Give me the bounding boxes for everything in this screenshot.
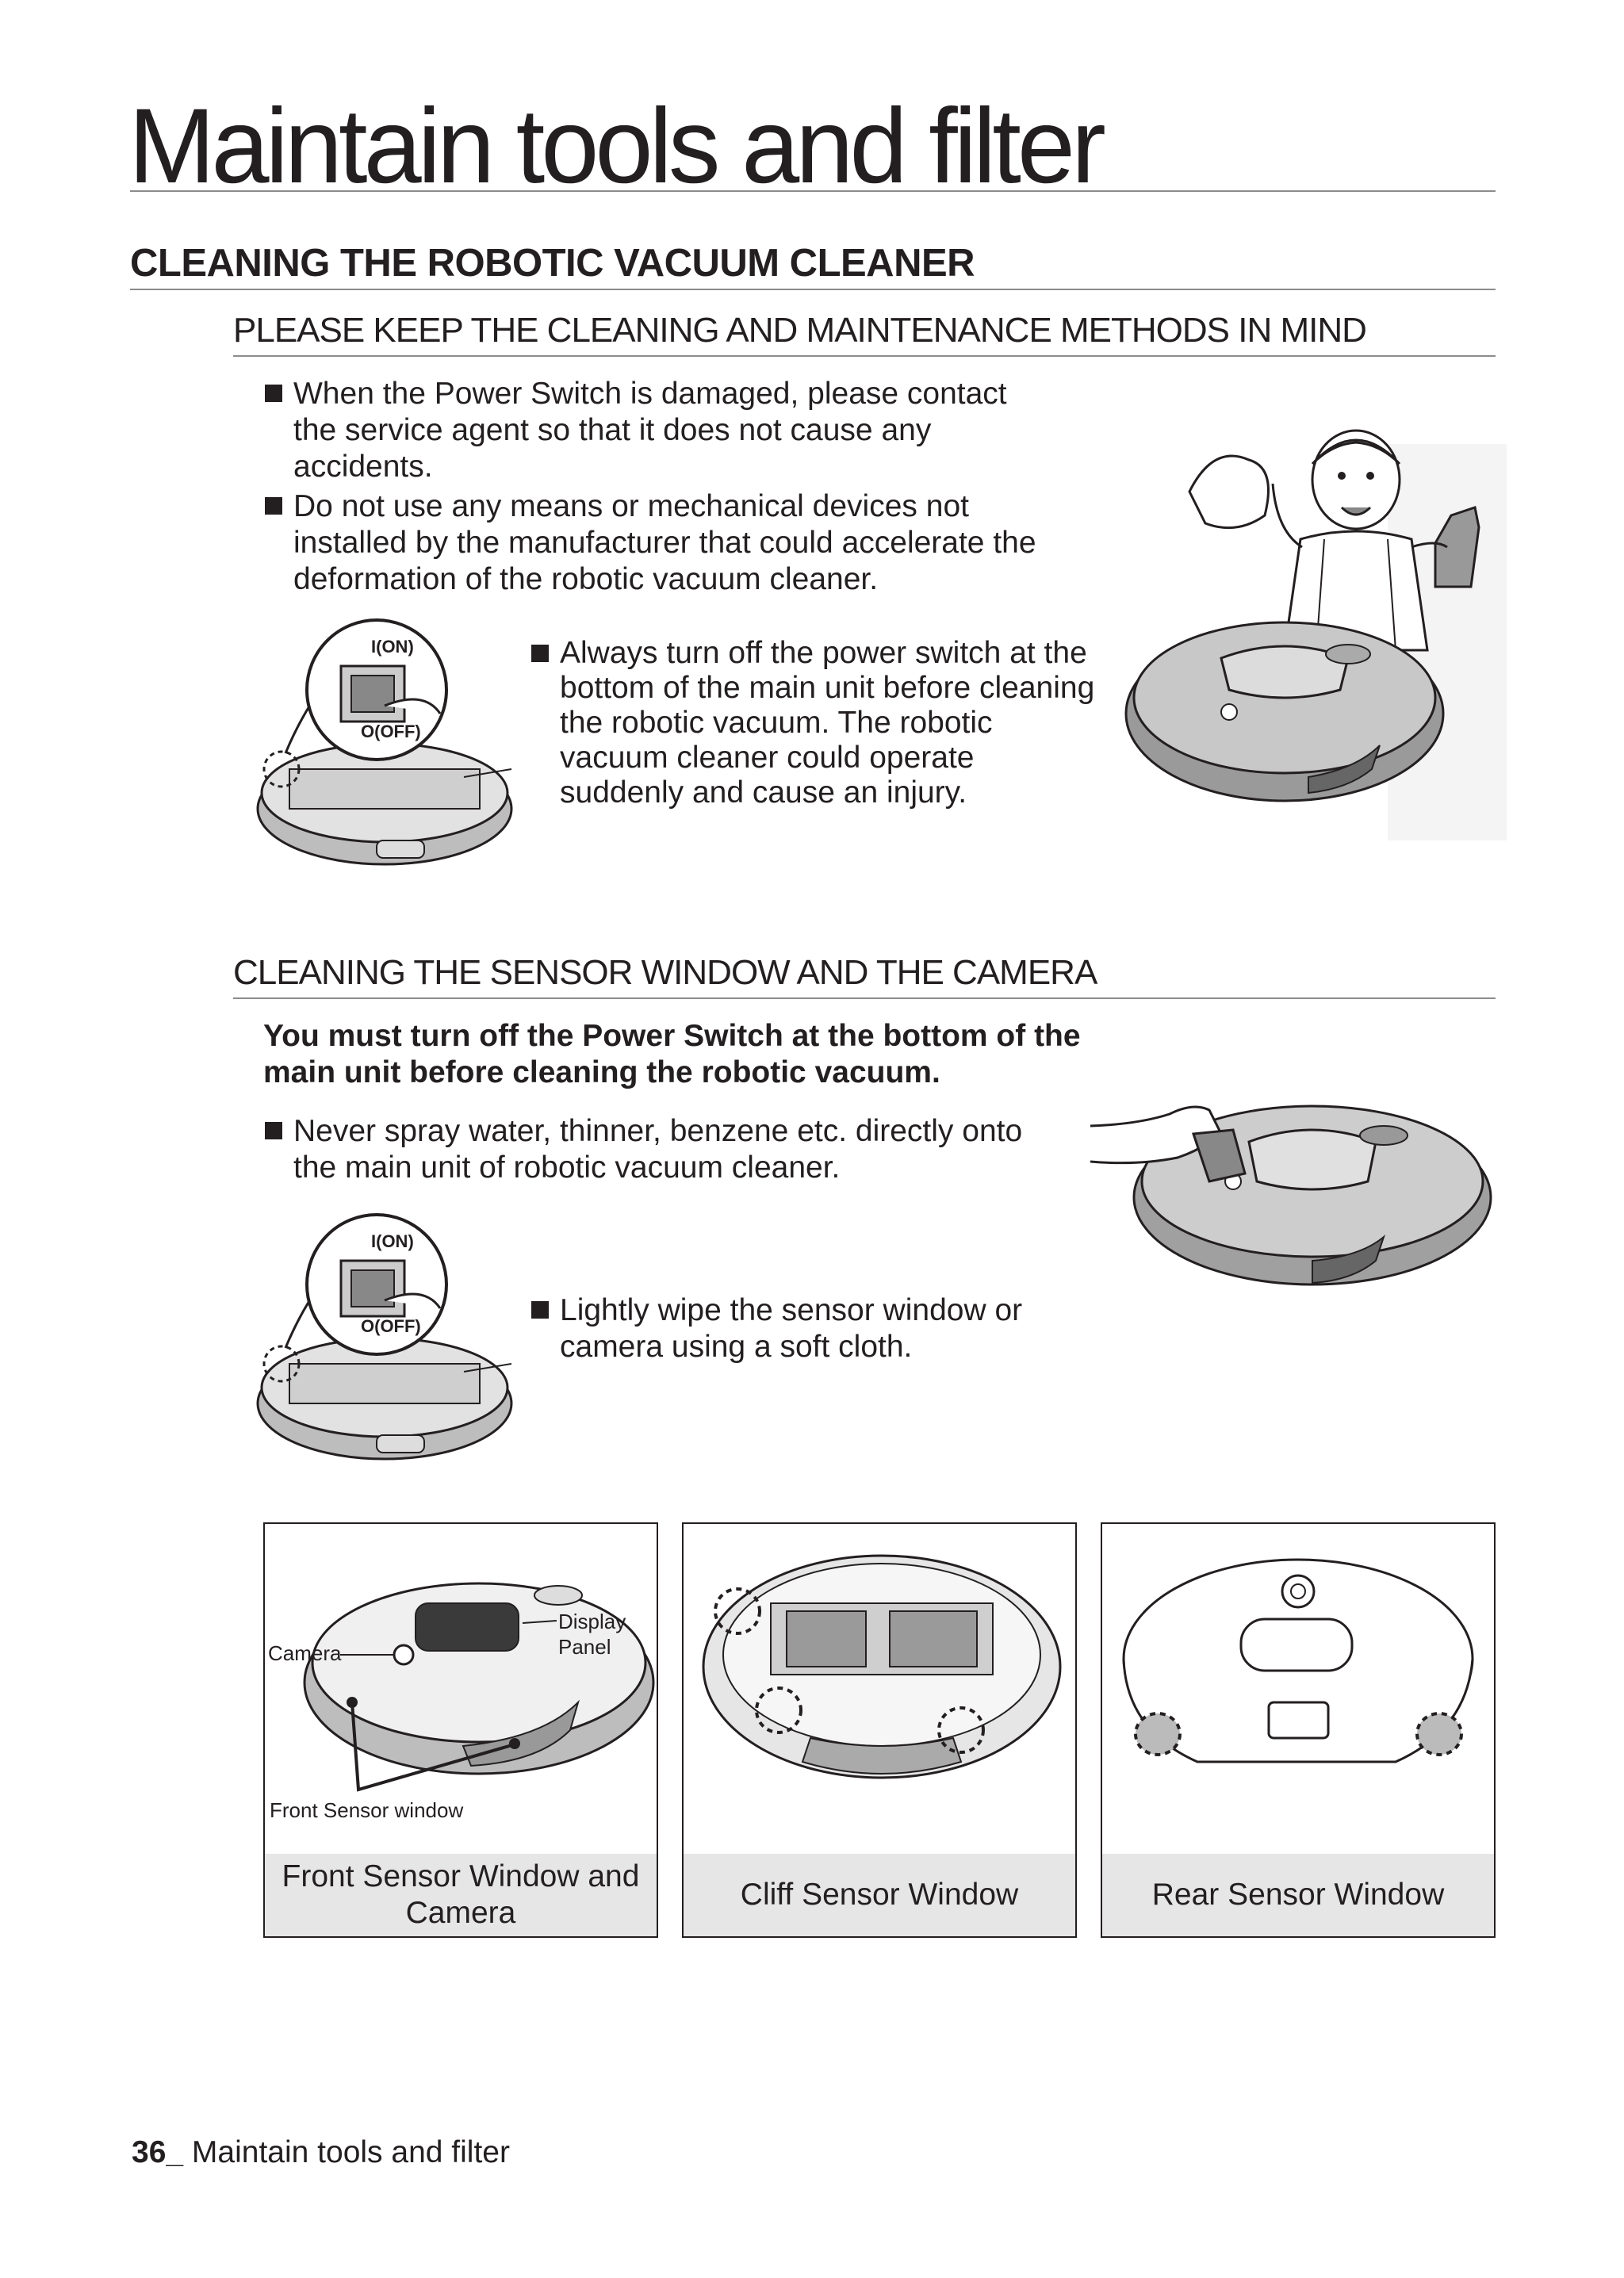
display-panel-label: Panel	[558, 1635, 611, 1659]
cliff-sensor-illustration	[684, 1524, 1075, 1857]
page-title: Maintain tools and filter	[128, 87, 1102, 205]
figure-caption: Cliff Sensor Window	[684, 1854, 1075, 1936]
bullet-square-icon	[531, 1301, 549, 1319]
bullet-square-icon	[265, 1122, 282, 1139]
switch-off-label: O(OFF)	[361, 722, 421, 741]
switch-on-label: I(ON)	[371, 1231, 414, 1251]
figure-front-sensor	[263, 1522, 658, 1938]
section-rule	[130, 289, 1496, 290]
power-switch-illustration-1	[242, 618, 527, 880]
camera-label: Camera	[268, 1641, 342, 1665]
page-number: 36_	[132, 2135, 184, 2169]
subheading-rule-1	[233, 355, 1496, 357]
switch-note-text: Always turn off the power switch at the bottom of the main unit before cleaning the robotic vacuum. The robotic vacuum cleaner could operate suddenly and cause an injury.	[560, 636, 1095, 810]
subheading-maintenance: PLEASE KEEP THE CLEANING AND MAINTENANCE METHODS IN MIND	[233, 311, 1366, 350]
power-off-warning: You must turn off the Power Switch at the bottom of the main unit before cleaning the robotic vacuum.	[263, 1019, 1081, 1089]
figure-rear-sensor	[1101, 1522, 1496, 1938]
bullet-square-icon	[265, 385, 282, 402]
bullet-item	[265, 488, 1066, 598]
switch-on-label: I(ON)	[371, 637, 414, 657]
bullet-square-icon	[265, 497, 282, 515]
power-switch-illustration-2	[242, 1213, 527, 1475]
bullet-text: Do not use any means or mechanical devices not installed by the manufacturer that could accelerate the deformation of the robotic vacuum cleaner.	[293, 489, 1036, 596]
subheading-rule-2	[233, 997, 1496, 999]
switch-note	[531, 636, 1102, 810]
page-footer	[132, 2135, 510, 2170]
bullet-list-1	[265, 376, 1066, 598]
figure-cliff-sensor	[682, 1522, 1077, 1938]
front-sensor-window-label: Front Sensor window	[270, 1798, 464, 1822]
bullet-item	[265, 376, 1058, 485]
display-panel-label: Display	[558, 1610, 626, 1633]
hand-wiping-robot-illustration	[1090, 1078, 1495, 1316]
bullet-text: When the Power Switch is damaged, please contact the service agent so that it does not cause any accidents.	[293, 377, 1007, 484]
spray-warning-text: Never spray water, thinner, benzene etc. directly onto the main unit of robotic vacuum cleaner.	[293, 1114, 1023, 1185]
bullet-square-icon	[531, 645, 549, 662]
wipe-note-text: Lightly wipe the sensor window or camera using a soft cloth.	[560, 1293, 1023, 1364]
woman-cleaning-robot-illustration	[1118, 396, 1507, 840]
rear-sensor-illustration	[1102, 1524, 1494, 1857]
figure-caption: Front Sensor Window and Camera	[265, 1854, 657, 1936]
front-sensor-illustration	[265, 1524, 657, 1857]
wipe-note	[531, 1292, 1071, 1365]
footer-section: Maintain tools and filter	[191, 2135, 510, 2169]
title-rule	[130, 190, 1496, 192]
figure-caption: Rear Sensor Window	[1102, 1854, 1494, 1936]
subheading-sensor-window: CLEANING THE SENSOR WINDOW AND THE CAMERA	[233, 953, 1097, 992]
spray-warning	[265, 1113, 1074, 1186]
section-heading: CLEANING THE ROBOTIC VACUUM CLEANER	[130, 242, 975, 285]
switch-off-label: O(OFF)	[361, 1316, 421, 1336]
